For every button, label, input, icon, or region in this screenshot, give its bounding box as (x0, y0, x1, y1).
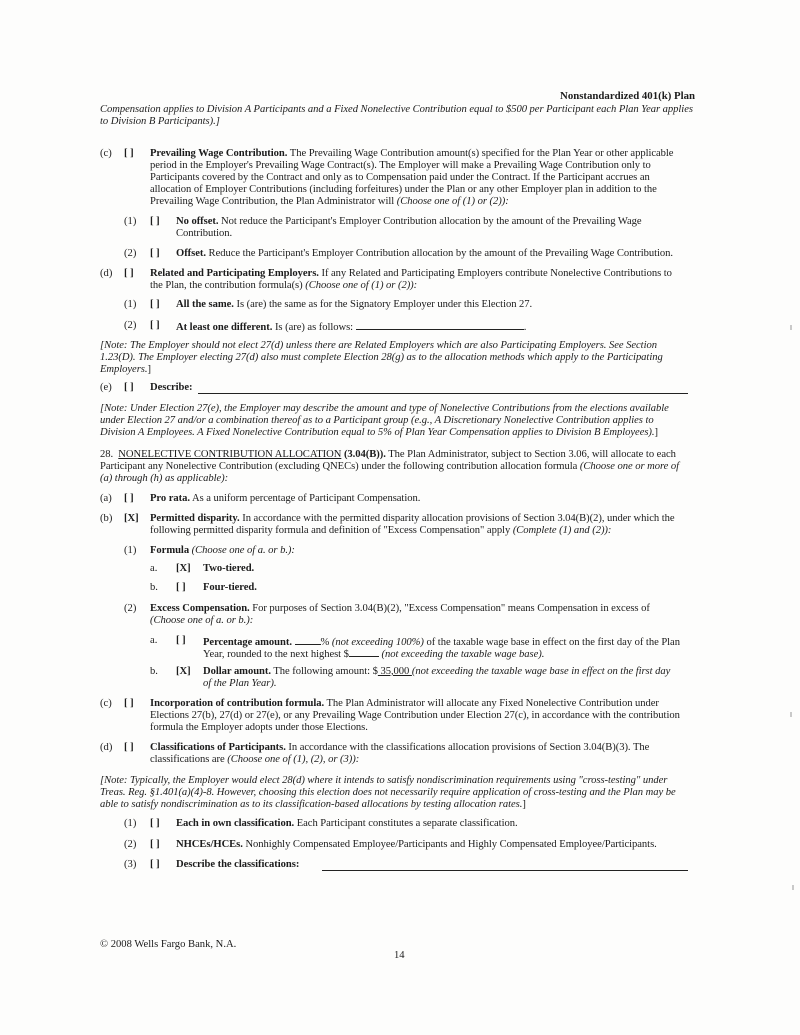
item-28c-text: Incorporation of contribution formula. The Plan Administrator will allocate any Fixed Nonelective Contribution under (150, 698, 659, 709)
item-27d1-label: (1) (124, 299, 137, 310)
item-28a-text: Pro rata. As a uniform percentage of Participant Compensation. (150, 493, 421, 504)
item-28d-label: (d) (100, 742, 113, 753)
item-27d2-checkbox[interactable]: [ ] (150, 320, 160, 331)
item-28b1a-checkbox[interactable]: [X] (176, 563, 191, 574)
item-28b1a-label: a. (150, 563, 158, 574)
item-28c-label: (c) (100, 698, 112, 709)
item-28c-line3: formula the Employer adopts under those Elections. (150, 722, 368, 733)
item-28d2-label: (2) (124, 839, 137, 850)
dollar-amount-value[interactable]: 35,000 (377, 666, 412, 677)
item-28b-text: Permitted disparity. In accordance with the permitted disparity allocation provisions of Section 3.04(B)(2), under which the (150, 513, 675, 524)
item-27d-label: (d) (100, 268, 113, 279)
item-27e-label: (e) (100, 382, 112, 393)
scan-speck (790, 325, 792, 330)
item-27c-line3: Participants covered by the Contract and only as to Compensation paid under the Contract. If the Participant accrues an (150, 172, 650, 183)
scan-speck (792, 885, 794, 890)
item-28b1b-checkbox[interactable]: [ ] (176, 582, 186, 593)
item-28d-text: Classifications of Participants. In accordance with the classifications allocation provisions of Section 3.04(B)(3). The (150, 742, 650, 753)
scan-speck (790, 712, 792, 717)
item-27e-checkbox[interactable]: [ ] (124, 382, 134, 393)
item-27c-checkbox[interactable]: [ ] (124, 148, 134, 159)
item-27d2-text: At least one different. Is (are) as follows: . (176, 322, 527, 333)
item-28b-line2: following permitted disparity formula and definition of "Excess Compensation" apply (Complete (1) and (2)): (150, 525, 612, 536)
note-28d-line3: able to satisfy nondiscrimination as to its classification-based allocations by testing allocation rates.] (100, 799, 526, 810)
copyright: © 2008 Wells Fargo Bank, N.A. (100, 939, 237, 950)
item-27d-line2: the Plan, the contribution formula(s) (Choose one of (1) or (2)): (150, 280, 418, 291)
item-28b2a-line2: Year, rounded to the next highest $ (not exceeding the taxable wage base). (203, 649, 545, 660)
item-27e-fill-line[interactable] (198, 384, 688, 394)
item-28c-checkbox[interactable]: [ ] (124, 698, 134, 709)
item-27c1-label: (1) (124, 216, 137, 227)
item-28d2-checkbox[interactable]: [ ] (150, 839, 160, 850)
item-27c2-label: (2) (124, 248, 137, 259)
note-27d-line1: [Note: The Employer should not elect 27(d) unless there are Related Employers which are also Participating Employers. See Section (100, 340, 657, 351)
item-28b2-text: Excess Compensation. For purposes of Section 3.04(B)(2), "Excess Compensation" means Compensation in excess of (150, 603, 650, 614)
item-27c-line5: Prevailing Wage Contribution, the Plan Administrator will (Choose one of (1) or (2)): (150, 196, 509, 207)
item-28b1b-title: Four-tiered. (203, 582, 257, 593)
item-28a-label: (a) (100, 493, 112, 504)
item-27c2-text: Offset. Reduce the Participant's Employer Contribution allocation by the amount of the Prevailing Wage Contribution. (176, 248, 673, 259)
item-27c1-line2: Contribution. (176, 228, 233, 239)
rounding-amount-fill-line[interactable] (349, 647, 379, 657)
item-28d1-text: Each in own classification. Each Participant constitutes a separate classification. (176, 818, 518, 829)
item-28d3-label: (3) (124, 859, 137, 870)
item-27d2-fill-line[interactable] (356, 320, 524, 330)
item-28d3-checkbox[interactable]: [ ] (150, 859, 160, 870)
item-28b2a-label: a. (150, 635, 158, 646)
item-28d3-title: Describe the classifications: (176, 859, 300, 870)
item-28a-checkbox[interactable]: [ ] (124, 493, 134, 504)
item-28d1-label: (1) (124, 818, 137, 829)
intro-note: Compensation applies to Division A Participants and a Fixed Nonelective Contribution equal to $500 per Participant each Plan Year applies to Division B Participants).] (100, 104, 693, 128)
item-27c2-checkbox[interactable]: [ ] (150, 248, 160, 259)
item-27d-checkbox[interactable]: [ ] (124, 268, 134, 279)
page-number: 14 (394, 950, 405, 961)
section-28-heading: 28. NONELECTIVE CONTRIBUTION ALLOCATION (3.04(B)). The Plan Administrator, subject to Section 3.06, will allocate to each (100, 449, 676, 460)
item-27d1-text: All the same. Is (are) the same as for the Signatory Employer under this Election 27. (176, 299, 533, 310)
item-28d-line2: classifications are (Choose one of (1), (2), or (3)): (150, 754, 360, 765)
item-27c-text: Prevailing Wage Contribution. The Prevailing Wage Contribution amount(s) specified for the Plan Year or other applicable (150, 148, 674, 159)
percentage-amount-fill-line[interactable] (295, 635, 321, 645)
item-27c-line2: period in the Employer's Prevailing Wage Contract(s). The Employer will make a Prevailing Wage Contribution only to (150, 160, 651, 171)
item-28d2-text: NHCEs/HCEs. Nonhighly Compensated Employee/Participants and Highly Compensated Employee/Participants. (176, 839, 657, 850)
item-28b1b-label: b. (150, 582, 158, 593)
note-27d-line3: Employers.] (100, 364, 151, 375)
note-27e-line2: under Election 27 and/or a combination thereof as to a Participant group (e.g., A Discretionary Nonelective Contribution applies to (100, 415, 654, 426)
item-27d2-label: (2) (124, 320, 137, 331)
note-27e-line3: Division A Employees. A Fixed Nonelective Contribution equal to 5% of Plan Year Compensation applies to Division B Employees).] (100, 427, 658, 438)
item-28b2a-checkbox[interactable]: [ ] (176, 635, 186, 646)
item-28b2-line2: (Choose one of a. or b.): (150, 615, 254, 626)
note-27d-line2: 1.23(D). The Employer electing 27(d) also must complete Election 28(g) as to the allocation methods which apply to the Participating (100, 352, 663, 363)
item-28d1-checkbox[interactable]: [ ] (150, 818, 160, 829)
item-28b2b-checkbox[interactable]: [X] (176, 666, 191, 677)
item-28b-label: (b) (100, 513, 113, 524)
item-28b2a-text: Percentage amount. % (not exceeding 100%) of the taxable wage base in effect on the first day of the Plan (203, 637, 680, 648)
note-28d-line2: Treas. Reg. §1.401(a)(4)-8. However, choosing this election does not necessarily require application of cross-testing and the Plan may be (100, 787, 676, 798)
item-28b1-text: Formula (Choose one of a. or b.): (150, 545, 295, 556)
item-28b2-label: (2) (124, 603, 137, 614)
item-27d-text: Related and Participating Employers. If any Related and Participating Employers contribute Nonelective Contributions to (150, 268, 672, 279)
item-28b2b-text: Dollar amount. The following amount: $ 35,000 (not exceeding the taxable wage base in effect on the first day (203, 666, 671, 677)
item-28c-line2: Elections 27(b), 27(d) or 27(e), or any Prevailing Wage Contribution under Election 27(c), in accordance with the contribution (150, 710, 680, 721)
item-27c1-text: No offset. Not reduce the Participant's Employer Contribution allocation by the amount of the Prevailing Wage (176, 216, 642, 227)
item-27c-line4: allocation of Employer Contributions (including forfeitures) under the Plan or any other Employer plan in addition to the (150, 184, 657, 195)
item-27c1-checkbox[interactable]: [ ] (150, 216, 160, 227)
item-28b1-label: (1) (124, 545, 137, 556)
item-28d3-fill-line[interactable] (322, 861, 688, 871)
item-27c-label: (c) (100, 148, 112, 159)
item-28b2b-label: b. (150, 666, 158, 677)
section-28-line3: (a) through (h) as applicable): (100, 473, 229, 484)
item-27e-title: Describe: (150, 382, 193, 393)
note-28d-line1: [Note: Typically, the Employer would elect 28(d) where it intends to satisfy nondiscrimination requirements using "cross-testing" under (100, 775, 668, 786)
plan-title: Nonstandardized 401(k) Plan (560, 90, 695, 102)
section-28-line2: Participant any Nonelective Contribution (excluding QNECs) under the following contribution allocation formula (Choose one or more of (100, 461, 680, 472)
item-28b-checkbox[interactable]: [X] (124, 513, 139, 524)
item-28b1a-title: Two-tiered. (203, 563, 255, 574)
item-28b2b-line2: of the Plan Year). (203, 678, 277, 689)
item-28d-checkbox[interactable]: [ ] (124, 742, 134, 753)
note-27e-line1: [Note: Under Election 27(e), the Employer may describe the amount and type of Nonelective Contributions from the elections available (100, 403, 669, 414)
item-27d1-checkbox[interactable]: [ ] (150, 299, 160, 310)
